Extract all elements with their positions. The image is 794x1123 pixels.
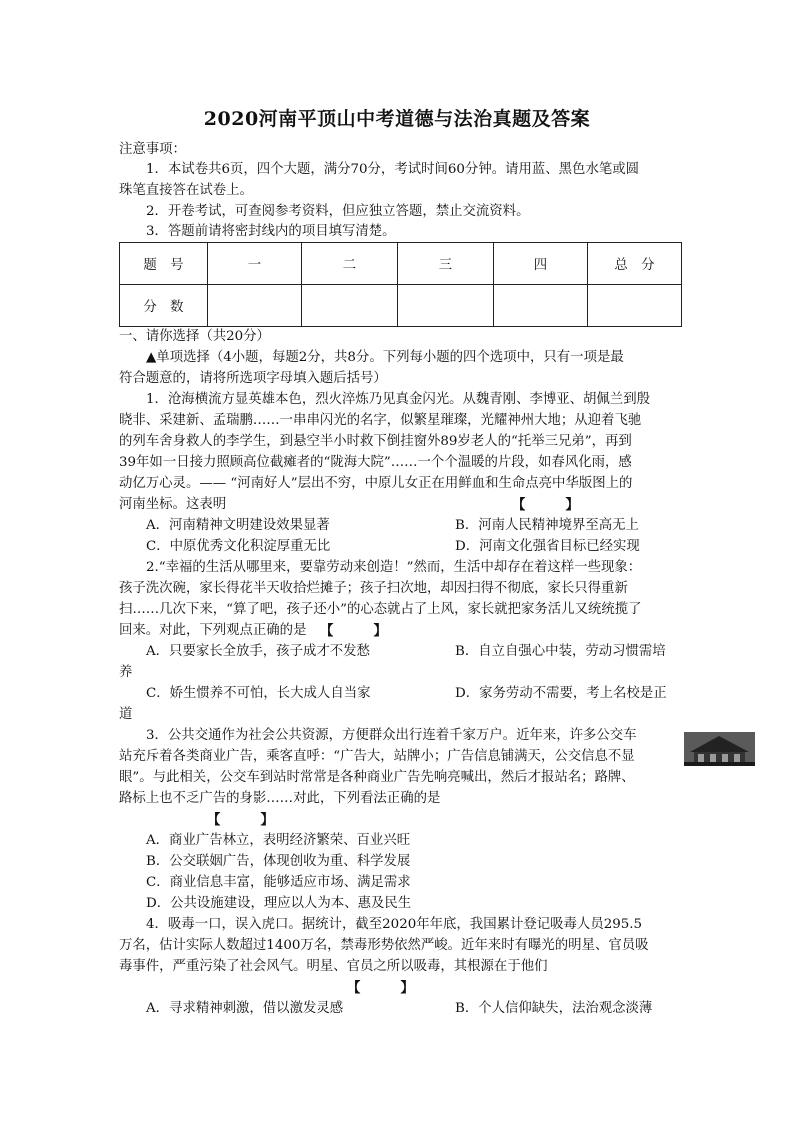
q3-answer-bracket[interactable]: 【 】 — [207, 812, 274, 828]
q1-option-a[interactable]: A．河南精神文明建设效果显著 — [146, 518, 330, 533]
table-header-cell: 总 分 — [588, 243, 682, 285]
note-3: 3．答题前请将密封线内的项目填写清楚。 — [146, 224, 396, 239]
score-cell[interactable] — [208, 285, 302, 327]
q1-answer-bracket[interactable]: 【 】 — [512, 497, 579, 513]
q3-text: 站充斥着各类商业广告，乘客直呼：“广告大，站牌小；广告信息铺满天，公交信息不显 — [119, 749, 635, 764]
section-instructions: ▲单项选择（4小题，每题2分，共8分。下列每小题的四个选项中，只有一项是最 — [146, 350, 624, 365]
q4-text: 4．吸毒一口，误入虎口。据统计，截至2020年年底，我国累计登记吸毒人员295.5 — [146, 917, 643, 932]
decorative-image — [684, 732, 755, 766]
q2-text: 扫……几次下来，“算了吧，孩子还小”的心态就占了上风，家长就把家务活儿又统统揽了 — [119, 602, 642, 617]
table-header-cell: 四 — [494, 243, 588, 285]
score-cell[interactable] — [588, 285, 682, 327]
page-title: 2020河南平顶山中考道德与法治真题及答案 — [203, 108, 591, 130]
table-header-cell: 一 — [208, 243, 302, 285]
q1-text: 的列车舍身救人的李学生，到悬空半小时救下倒挂窗外89岁老人的“托举三兄弟”，再到 — [119, 434, 632, 449]
q3-text: 3．公共交通作为社会公共资源，方便群众出行连着千家万户。近年来，许多公交车 — [146, 728, 637, 743]
q1-text: 39年如一日接力照顾高位截瘫者的“陇海大院”……一个个温暖的片段，如春风化雨，感 — [119, 455, 632, 470]
q1-text: 晓非、采建新、孟瑞鹏……一串串闪光的名字，似繁星璀璨，光耀神州大地；从迎着飞驰 — [119, 413, 642, 428]
score-row-label: 分 数 — [120, 285, 208, 327]
q3-option-c[interactable]: C．商业信息丰富，能够适应市场、满足需求 — [146, 875, 411, 890]
q3-option-a[interactable]: A．商业广告林立，表明经济繁荣、百业兴旺 — [146, 833, 411, 848]
note-1: 1．本试卷共6页，四个大题，满分70分，考试时间60分钟。请用蓝、黑色水笔或圆 — [146, 162, 640, 177]
score-cell[interactable] — [494, 285, 588, 327]
q4-text: 万名，估计实际人数超过1400万名，禁毒形势依然严峻。近年来时有曝光的明星、官员吸 — [119, 938, 649, 953]
q3-text: 路标上也不乏广告的身影……对此，下列看法正确的是 — [119, 791, 441, 806]
q2-text: 回来。对此，下列观点正确的是 — [119, 623, 307, 638]
q1-text: 动亿万心灵。—— “河南好人”层出不穷，中原儿女正在用鲜血和生命点亮中华版图上的 — [119, 476, 633, 491]
q3-text: 眼”。与此相关，公交车到站时常常是各种商业广告先响亮喊出，然后才报站名；路牌、 — [119, 770, 635, 785]
notes-heading: 注意事项： — [119, 142, 186, 157]
score-table-header-row — [120, 243, 682, 285]
note-2: 2．开卷考试，可查阅参考资料，但应独立答题，禁止交流资料。 — [146, 204, 530, 219]
q2-option-d-cont: 道 — [119, 707, 133, 722]
q2-text: 2.“幸福的生活从哪里来，要靠劳动来创造！”然而，生活中却存在着这样一些现象： — [146, 560, 642, 575]
score-table — [119, 242, 682, 327]
q4-option-a[interactable]: A．寻求精神刺激，借以激发灵感 — [146, 1001, 344, 1016]
building-illustration-icon — [684, 732, 755, 766]
q2-option-b[interactable]: B．自立自强心中装，劳动习惯需培 — [455, 644, 666, 659]
table-header-cell: 二 — [302, 243, 398, 285]
score-table-score-row — [120, 285, 682, 327]
q1-option-c[interactable]: C．中原优秀文化积淀厚重无比 — [146, 539, 331, 554]
section-heading: 一、请你选择（共20分） — [119, 329, 270, 344]
q1-option-d[interactable]: D．河南文化强省目标已经实现 — [455, 539, 640, 554]
table-header-cell: 题 号 — [120, 243, 208, 285]
q2-answer-bracket[interactable]: 【 】 — [320, 623, 387, 639]
q1-text: 1．沧海横流方显英雄本色，烈火淬炼乃见真金闪光。从魏青刚、李博亚、胡佩兰到殷 — [146, 392, 650, 407]
table-header-cell: 三 — [398, 243, 494, 285]
q2-text: 孩子洗次碗，家长得花半天收拾烂摊子；孩子扫次地，却因扫得不彻底，家长只得重新 — [119, 581, 628, 596]
q2-option-c[interactable]: C．娇生惯养不可怕，长大成人自当家 — [146, 686, 371, 701]
score-cell[interactable] — [302, 285, 398, 327]
q4-option-b[interactable]: B．个人信仰缺失，法治观念淡薄 — [455, 1001, 653, 1016]
q3-option-b[interactable]: B．公交联姻广告，体现创收为重、科学发展 — [146, 854, 411, 869]
q1-option-b[interactable]: B．河南人民精神境界至高无上 — [455, 518, 639, 533]
q3-option-d[interactable]: D．公共设施建设，理应以人为本、惠及民生 — [146, 896, 412, 911]
q4-text: 毒事件，严重污染了社会风气。明星、官员之所以吸毒，其根源在于他们 — [119, 959, 548, 974]
note-1-cont: 珠笔直接答在试卷上。 — [119, 183, 253, 198]
q4-answer-bracket[interactable]: 【 】 — [347, 980, 414, 996]
q2-option-b-cont: 养 — [119, 665, 133, 680]
score-cell[interactable] — [398, 285, 494, 327]
q1-text: 河南坐标。这表明 — [119, 497, 227, 512]
q2-option-a[interactable]: A．只要家长全放手，孩子成才不发愁 — [146, 644, 370, 659]
section-instructions-cont: 符合题意的，请将所选项字母填入题后括号） — [119, 371, 387, 386]
q2-option-d[interactable]: D．家务劳动不需要，考上名校是正 — [455, 686, 667, 701]
